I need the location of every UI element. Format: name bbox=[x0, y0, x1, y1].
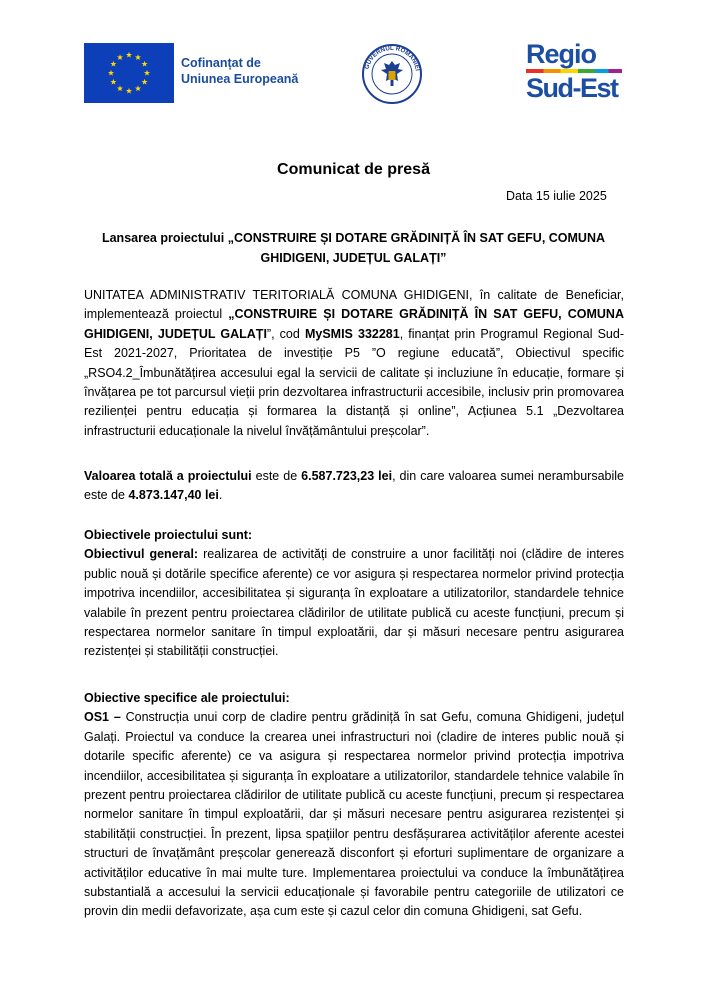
p1-text-a: UNITATEA ADMINISTRATIV TERITORIALĂ COMUNA GHIDIGENI, în calitate de Beneficiar, implementează proiectul bbox=[84, 288, 624, 322]
mysmis-code: MySMIS 332281 bbox=[304, 326, 400, 341]
nonrefundable-amount: 4.873.147,40 lei bbox=[128, 488, 219, 503]
general-objective-label: Obiectivul general: bbox=[84, 547, 199, 562]
total-value-label: Valoarea totală a proiectului bbox=[84, 469, 252, 483]
specific-objectives-heading: Obiective specifice ale proiectului: bbox=[84, 691, 290, 705]
document-title: Comunicat de presă bbox=[277, 161, 430, 178]
eu-line-1: Cofinanțat de bbox=[181, 56, 261, 70]
p1-text-c: ”, cod bbox=[266, 326, 305, 341]
government-seal-logo bbox=[362, 44, 422, 104]
gov-ring-text: GUVERNUL ROMÂNIEI bbox=[363, 44, 421, 72]
eu-flag-logo bbox=[84, 43, 174, 103]
intro-paragraph bbox=[84, 286, 624, 441]
sud-est-word: Sud-Est bbox=[526, 73, 618, 103]
general-objective-text: realizarea de activități de construire a unor facilități noi (clădire de interes public nouă și dotările specifice aferente) ce vor asigura și respectarea normelor privind protecția impotriva incendiilor, accesibilitatea și siguranța în exploatare a utilizatorilor, standardele tehnice valabile în prezent pentru proiectarea clădirilor de utilitate publică cu aceste funcțiuni, precum și respectarea normelor sanitare în timpul exploatării, dar și măsuri necesare pentru asigurarea rezistenței și stabilității construcției. bbox=[84, 547, 624, 659]
os1-label: OS1 – bbox=[84, 710, 121, 725]
general-objective-section bbox=[84, 526, 624, 662]
p2-text-d: , din care valoarea sumei nerambursabile este de bbox=[84, 469, 624, 503]
total-value-amount: 6.587.723,23 lei bbox=[301, 469, 393, 483]
eu-cofinanced-text bbox=[181, 55, 298, 87]
specific-objectives-section bbox=[84, 689, 624, 922]
objectives-heading: Obiectivele proiectului sunt: bbox=[84, 528, 253, 542]
regio-word: Regio bbox=[526, 39, 597, 69]
p2-text-b: este de bbox=[251, 469, 302, 483]
logo-header bbox=[0, 0, 707, 110]
project-name: „CONSTRUIRE ȘI DOTARE GRĂDINIȚĂ ÎN SAT GEFU, COMUNA GHIDIGENI, JUDEȚUL GALAȚI bbox=[84, 307, 624, 341]
value-paragraph bbox=[84, 467, 624, 506]
eu-line-2: Uniunea Europeană bbox=[181, 72, 299, 86]
regio-sud-est-logo bbox=[526, 40, 626, 104]
p1-text-e: , finanțat prin Programul Regional Sud-Est 2021-2027, Prioritatea de investiție P5 ”O regiune educată”, Obiectivul specific „RSO4.2_Îmbunătățirea accesului egal la servicii de calitate și incluziune în educație, formare și învățarea pe tot parcursul vieții prin dezvoltarea infrastructurii accesibile, inclusiv prin promovarea rezilienței pentru educația și formarea la distanță și online”, Acțiunea 5.1 „Dezvoltarea infrastructurii educaționale la nivelul învățământului preșcolar”. bbox=[84, 326, 624, 438]
p2-text-f: . bbox=[218, 488, 223, 503]
os1-text: Construcția unui corp de cladire pentru grădiniță în sat Gefu, comuna Ghidigeni, județul Galați. Proiectul va conduce la crearea unei infrastructuri noi (cladire de interes public nouă și dotarile specific aferente) ce va asigura și respectarea normelor privind protecția impotriva incendiilor, accesibilitatea și siguranța în exploatare a utilizatorilor, standardele tehnice valabile în prezent pentru proiectarea clădirilor de utilitate publică cu aceste funcțiuni, precum și respectarea normelor sanitare în timpul exploatării, dar și măsuri necesare pentru asigurarea rezistenței și stabilității construcției. În prezent, lipsa spațiilor pentru desfășurarea activităților aferente acestei structuri de învațământ preșcolar generează disconfort și eforturi suplimentare de organizare a activităților educative în mai multe ture. Implementarea proiectului va conduce la îmbunătățirea substantială a accesului la servicii educaționale și favorabile pentru categoriile de utilizatori ce provin din medii defavorizate, așa cum este și cazul celor din comuna Ghidigeni, sat Gefu. bbox=[84, 710, 625, 919]
document-subtitle: Lansarea proiectului „CONSTRUIRE ȘI DOTARE GRĂDINIȚĂ ÎN SAT GEFU, COMUNA GHIDIGENI, JUDEȚUL GALAȚI” bbox=[101, 231, 606, 265]
document-date: Data 15 iulie 2025 bbox=[506, 189, 607, 203]
